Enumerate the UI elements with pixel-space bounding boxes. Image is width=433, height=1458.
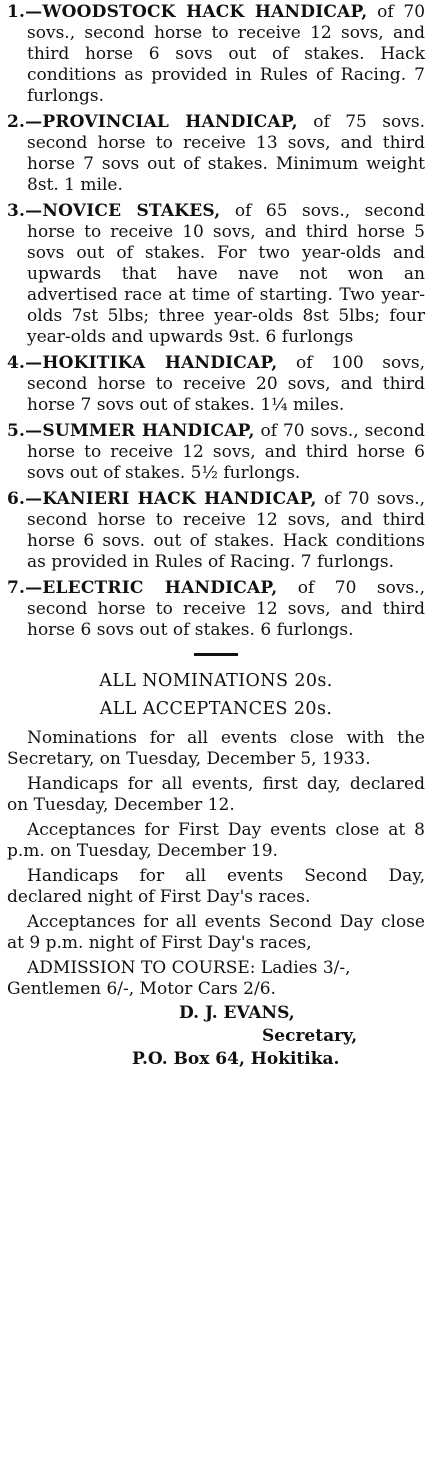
- race-conditions: of 70 sovs., second horse to receive 12 sovs, and third horse 6 sovs out of stakes. 5½ furlongs.: [27, 421, 425, 483]
- signatory-name: D. J. EVANS,: [179, 1003, 295, 1023]
- race-title: ELECTRIC HANDICAP,: [42, 578, 278, 598]
- race-entry-5: [7, 421, 425, 484]
- race-conditions: of 100 sovs, second horse to receive 20 sovs, and third horse 7 sovs out of stakes. 1¼ miles.: [27, 353, 425, 415]
- race-conditions: of 75 sovs. second horse to receive 13 sovs, and third horse 7 sovs out of stakes. Minimum weight 8st. 1 mile.: [27, 112, 425, 195]
- race-entry-6: [7, 489, 425, 573]
- race-conditions: of 70 sovs., second horse to receive 12 sovs, and third horse 6 sovs. out of stakes. Hack conditions as provided in Rules of Racing. 7 furlongs.: [27, 489, 425, 572]
- race-number: 3.—: [7, 201, 43, 221]
- race-conditions: of 70 sovs., second horse to receive 12 sovs, and third horse 6 sovs out of stakes. Hack conditions as provided in Rules of Racing. 7 furlongs.: [27, 2, 426, 106]
- race-number: 1.—: [7, 2, 43, 22]
- notice-nominations-close: Nominations for all events close with the Secretary, on Tuesday, December 5, 1933.: [7, 728, 425, 769]
- race-number: 4.—: [7, 353, 43, 373]
- race-title: WOODSTOCK HACK HANDICAP,: [42, 2, 368, 22]
- race-title: KANIERI HACK HANDICAP,: [42, 489, 317, 509]
- race-entry-2: [7, 112, 425, 196]
- race-entry-1: [7, 2, 425, 107]
- race-number: 5.—: [7, 421, 43, 441]
- admission-notice: [7, 958, 425, 1000]
- admission-prices: Ladies 3/-, Gentlemen 6/-, Motor Cars 2/6.: [7, 958, 351, 999]
- acceptances-fee-headline: ALL ACCEPTANCES 20s.: [99, 699, 333, 719]
- race-title: PROVINCIAL HANDICAP,: [42, 112, 298, 132]
- admission-heading: ADMISSION TO COURSE:: [27, 958, 256, 978]
- signatory-address: P.O. Box 64, Hokitika.: [132, 1049, 340, 1069]
- notice-handicaps-second-day: Handicaps for all events Second Day, declared night of First Day's races.: [7, 866, 425, 907]
- nominations-fee-headline: ALL NOMINATIONS 20s.: [99, 671, 333, 691]
- race-title: HOKITIKA HANDICAP,: [42, 353, 278, 373]
- race-title: NOVICE STAKES,: [42, 201, 221, 221]
- race-entry-7: [7, 578, 425, 641]
- race-entry-3: [7, 201, 425, 348]
- race-title: SUMMER HANDICAP,: [42, 421, 255, 441]
- race-number: 7.—: [7, 578, 43, 598]
- race-conditions: of 65 sovs., second horse to receive 10 sovs, and third horse 5 sovs out of stakes. For two year-olds and upwards that have nave not won an advertised race at time of starting. Two year-olds 7st 5lbs; three year-olds 8st 5lbs; four year-olds and upwards 9st. 6 furlongs: [27, 201, 425, 347]
- race-number: 2.—: [7, 112, 43, 132]
- race-conditions: of 70 sovs., second horse to receive 12 sovs, and third horse 6 sovs out of stakes. 6 furlongs.: [27, 578, 425, 640]
- race-entry-4: [7, 353, 425, 416]
- signatory-title: Secretary,: [262, 1026, 358, 1046]
- notice-acceptances-first-day: Acceptances for First Day events close at 8 p.m. on Tuesday, December 19.: [7, 820, 425, 861]
- notice-handicaps-first-day: Handicaps for all events, first day, declared on Tuesday, December 12.: [7, 774, 425, 815]
- notice-acceptances-second-day: Acceptances for all events Second Day close at 9 p.m. night of First Day's races,: [7, 912, 425, 953]
- section-divider: [194, 653, 238, 656]
- race-number: 6.—: [7, 489, 43, 509]
